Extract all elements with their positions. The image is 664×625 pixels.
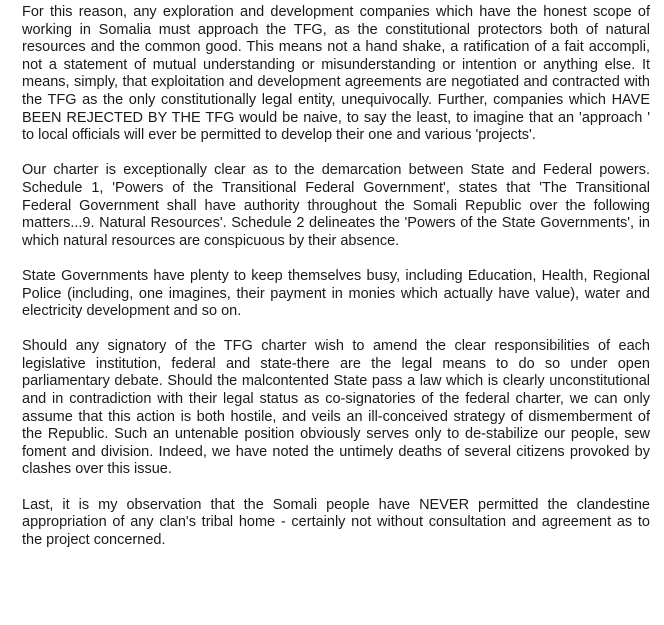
paragraph-charter-amendment: Should any signatory of the TFG charter wish to amend the clear responsibilities of each legislative institution, federal and state-there are the legal means to do so under open parliamentary debate. Should the malcontented State pass a law which is clearly unconstitutional and in contradiction with their legal status as co-signatories of the federal charter, we can only assume that this action is both hostile, and veils an ill-conceived strategy of dismemberment of the Republic. Such an untenable position obviously serves only to de-stabilize our people, sew foment and division. Indeed, we have noted the untimely deaths of several citizens provoked by clashes over this issue.: [22, 338, 650, 478]
paragraph-tfg-approach: For this reason, any exploration and development companies which have the honest scope of working in Somalia must approach the TFG, as the constitutional protectors both of natural resources and the common good. This means not a hand shake, a ratification of a fait accompli, not a statement of mutual understanding or misunderstanding or intention or anything else. It means, simply, that exploitation and development agreements are negotiated and contracted with the TFG as the only constitutionally legal entity, unequivocally. Further, companies which HAVE BEEN REJECTED BY THE TFG would be naive, to say the least, to imagine that an 'approach ' to local officials will ever be permitted to develop their one and various 'projects'.: [22, 4, 650, 144]
paragraph-state-governments: State Governments have plenty to keep themselves busy, including Education, Health, Regional Police (including, one imagines, their payment in monies which actually have value), water and electricity development and so on.: [22, 267, 650, 320]
document-body: [22, 4, 650, 549]
paragraph-clan-observation: Last, it is my observation that the Somali people have NEVER permitted the clandestine appropriation of any clan's tribal home - certainly not without consultation and agreement as to the project concerned.: [22, 496, 650, 548]
paragraph-charter-demarcation: Our charter is exceptionally clear as to the demarcation between State and Federal powers. Schedule 1, 'Powers of the Transitional Federal Government', states that 'The Transitional Federal Government shall have authority throughout the Somali Republic over the following matters...9. Natural Resources'. Schedule 2 delineates the 'Powers of the State Governments', in which natural resources are conspicuous by their absence.: [22, 162, 650, 249]
